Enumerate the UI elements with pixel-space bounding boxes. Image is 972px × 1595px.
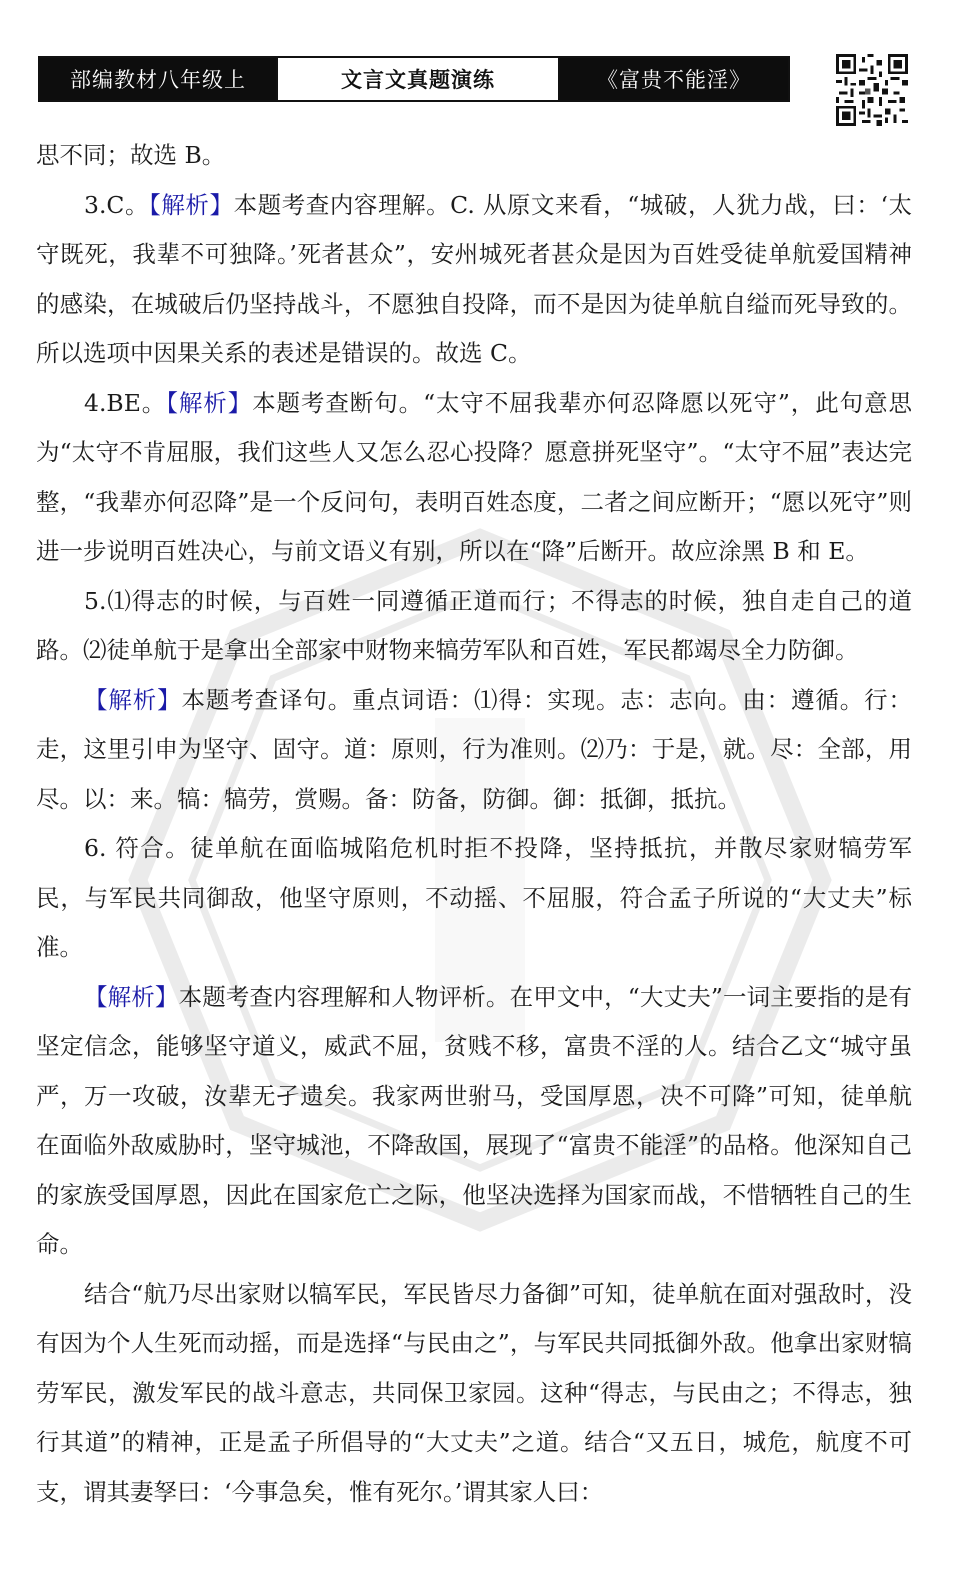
answer-content bbox=[36, 131, 912, 1517]
qr-code-icon bbox=[836, 54, 908, 126]
paragraph-analysis-6 bbox=[36, 973, 912, 1270]
analysis-tag: 【解析】 bbox=[149, 190, 234, 219]
paragraph-answer-3 bbox=[36, 181, 912, 379]
question-number: 3.C。 bbox=[84, 190, 150, 219]
paragraph-text: 本题考查内容理解。C. 从原文来看，“城破，人犹力战，曰：‘太守既死，我辈不可独降。’死者甚众”，安州城死者甚众是因为百姓受徒单航爱国精神的感染，在城破后仍坚持战斗，不愿独自投降，而不是因为徒单航自缢而死导致的。所以选项中因果关系的表述是错误的。故选 C。 bbox=[36, 190, 913, 367]
header-bar bbox=[38, 56, 790, 102]
analysis-tag: 【解析】 bbox=[84, 685, 182, 714]
paragraph-answer-6 bbox=[36, 824, 912, 973]
paragraph-analysis-5 bbox=[36, 676, 912, 825]
analysis-tag: 【解析】 bbox=[84, 982, 179, 1011]
paragraph-text: 本题考查断句。“太守不屈我辈亦何忍降愿以死守”，此句意思为“太守不肯屈服，我们这些人又怎么忍心投降？愿意拼死坚守”。“太守不屈”表达完整，“我辈亦何忍降”是一个反问句，表明百姓态度，二者之间应断开；“愿以死守”则进一步说明百姓决心，与前文语义有别，所以在“降”后断开。故应涂黑 B 和 E。 bbox=[36, 388, 912, 565]
header-section-title: 文言文真题演练 bbox=[276, 58, 560, 100]
paragraph-analysis-6-continued bbox=[36, 1270, 912, 1518]
paragraph-text: 6. 符合。徒单航在面临城陷危机时拒不投降，坚持抵抗，并散尽家财犒劳军民，与军民共同御敌，他坚守原则，不动摇、不屈服，符合孟子所说的“大丈夫”标准。 bbox=[36, 834, 912, 961]
header-lesson-title: 《富贵不能淫》 bbox=[560, 58, 788, 100]
paragraph-text: 思不同；故选 B。 bbox=[36, 141, 226, 169]
paragraph-answer-5 bbox=[36, 577, 912, 676]
question-number: 4.BE。 bbox=[84, 388, 167, 417]
paragraph-text: 本题考查内容理解和人物评析。在甲文中，“大丈夫”一词主要指的是有坚定信念，能够坚守道义，威武不屈，贫贱不移，富贵不淫的人。结合乙文“城守虽严，万一攻破，汝辈无孑遗矣。我家两世驸马，受国厚恩，决不可降”可知，徒单航在面临外敌威胁时，坚守城池，不降敌国，展现了“富贵不能淫”的品格。他深知自己的家族受国厚恩，因此在国家危亡之际，他坚决选择为国家而战，不惜牺牲自己的生命。 bbox=[36, 982, 913, 1258]
paragraph-answer-4 bbox=[36, 379, 912, 577]
paragraph-text: 本题考查译句。重点词语：⑴得：实现。志：志向。由：遵循。行：走，这里引申为坚守、固守。道：原则，行为准则。⑵乃：于是，就。尽：全部，用尽。以：来。犒：犒劳，赏赐。备：防备，防御。御：抵御，抵抗。 bbox=[36, 685, 912, 813]
paragraph-1 bbox=[36, 131, 912, 181]
header-grade-label: 部编教材八年级上 bbox=[40, 58, 276, 100]
analysis-tag: 【解析】 bbox=[166, 388, 253, 417]
paragraph-text: 5.⑴得志的时候，与百姓一同遵循正道而行；不得志的时候，独自走自己的道路。⑵徒单航于是拿出全部家中财物来犒劳军队和百姓，军民都竭尽全力防御。 bbox=[36, 586, 912, 664]
paragraph-text: 结合“航乃尽出家财以犒军民，军民皆尽力备御”可知，徒单航在面对强敌时，没有因为个人生死而动摇，而是选择“与民由之”，与军民共同抵御外敌。他拿出家财犒劳军民，激发军民的战斗意志，共同保卫家园。这种“得志，与民由之；不得志，独行其道”的精神，正是孟子所倡导的“大丈夫”之道。结合“又五日，城危，航度不可支，谓其妻孥曰：‘今事急矣，惟有死尔。’谓其家人曰： bbox=[36, 1279, 912, 1506]
